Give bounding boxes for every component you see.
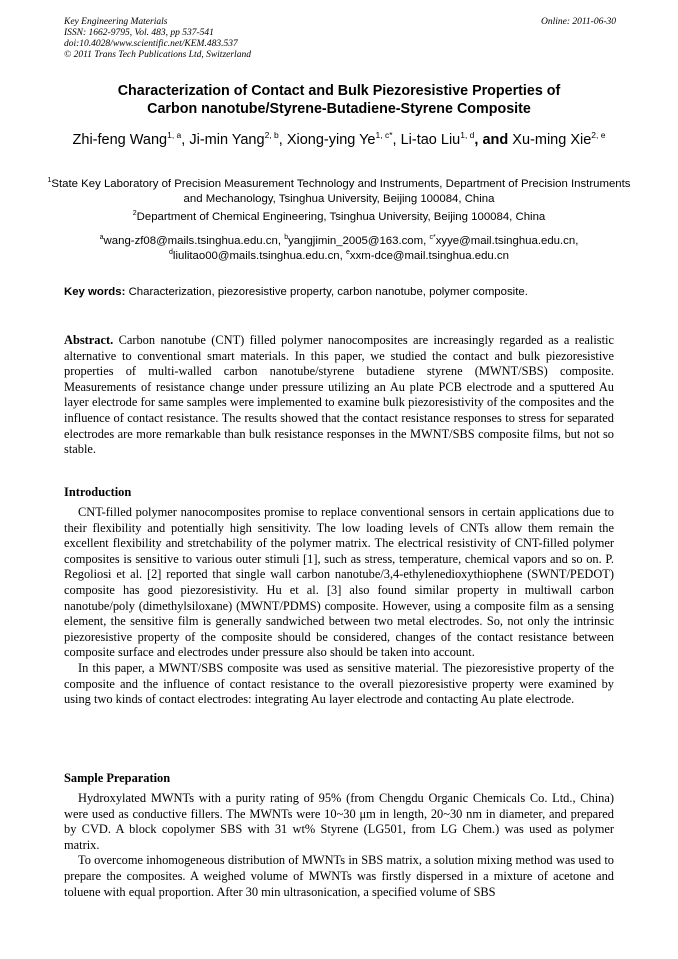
author-affil-mark: 2, e bbox=[591, 130, 606, 140]
affiliation-text: Department of Chemical Engineering, Tsinghua University, Beijing 100084, China bbox=[136, 211, 546, 223]
paragraph: To overcome inhomogeneous distribution of MWNTs in SBS matrix, a solution mixing method was used to prepare the composites. A weighed volume of MWNTs was firstly dispersed in a mixture of acetone and toluene with equal proportion. After 30 min ultrasonication, a specified volume of SBS bbox=[64, 853, 614, 899]
author-affil-mark: 1, c* bbox=[375, 130, 393, 140]
paper-title-line: Carbon nanotube/Styrene-Butadiene-Styrene Composite bbox=[147, 101, 531, 117]
sample-preparation-body bbox=[64, 791, 614, 900]
email-separator: , bbox=[575, 235, 579, 247]
affiliation-number: 1 bbox=[47, 177, 52, 184]
email-address: liulitao00@mails.tsinghua.edu.cn bbox=[172, 250, 340, 262]
email-mark: b bbox=[284, 234, 289, 241]
keywords-label: Key words: bbox=[64, 286, 126, 298]
keywords-text: Characterization, piezoresistive property, carbon nanotube, polymer composite. bbox=[125, 286, 528, 298]
paragraph: Hydroxylated MWNTs with a purity rating of 95% (from Chengdu Organic Chemicals Co. Ltd., China) were used as conductive fillers. The MWNTs were 10~30 μm in length, 20~30 nm in diameter, and prepared by CVD. A block copolymer SBS with 31 wt% Styrene (LG501, from LG Chem.) was used as polymer matrix. bbox=[64, 791, 614, 852]
author-name: Li-tao Liu bbox=[400, 132, 461, 148]
journal-header bbox=[64, 17, 424, 61]
abstract-label: Abstract. bbox=[64, 333, 114, 347]
affiliation-2 bbox=[40, 210, 638, 225]
abstract-text: Carbon nanotube (CNT) filled polymer nanocomposites are increasingly regarded as a realistic alternative to conventional smart materials. In this paper, we studied the contact and bulk piezoresistive properties of multi-walled carbon nanotube/styrene butadiene styrene (MWNT/SBS) composite. Measurements of resistance change under pressure utilizing an Au plate PCB electrode and a sputtered Au layer electrode for same samples were implemented to examine bulk piezoresistivity of the composites and the influence of contact resistance. The results showed that the contact resistance responses to stress for separated electrodes are more remarkable than bulk resistance responses in the MWNT/SBS composite films, but not so stable. bbox=[64, 333, 614, 457]
abstract bbox=[64, 333, 614, 458]
paragraph: In this paper, a MWNT/SBS composite was used as sensitive material. The piezoresistive property of the composite and the influence of contact resistance to the overall piezoresistive property were examined by using two kinds of contact electrodes: integrating Au layer electrode and contacting Au plate electrode. bbox=[64, 660, 614, 707]
email-address: xyye@mail.tsinghua.edu.cn bbox=[435, 235, 576, 247]
author-name: Ji-min Yang bbox=[189, 132, 265, 148]
journal-doi: doi:10.4028/www.scientific.net/KEM.483.537 bbox=[64, 39, 238, 49]
author-affil-mark: 1, a bbox=[167, 130, 182, 140]
paragraph: CNT-filled polymer nanocomposites promise to replace conventional sensors in certain applications due to their flexibility and potentially high sensitivity. The low loading levels of CNTs allow them remain the excellent flexibility and stretchability of the polymer matrix. The electrical resistivity of CNT-filled polymer composites is sensitive to various outer stimuli [1], such as stress, temperature, chemical vapors and so on. P. Regoliosi et al. [2] reported that single wall carbon nanotube/3,4-ethylenedioxythiophene (SWNT/PEDOT) composite has good piezoresistivity. Hu et al. [3] also found similar property in multiwall carbon nanotube/poly (dimethylsiloxane) (MWNT/PDMS) composite. However, using a composite film as a sensing element, the sensitive film is generally sandwiched between two metal electrodes. So, not only the intrinsic piezoresistive property of the composite should be considered, changes of the contact resistance between composite surface and electrodes under pressure also should be taken into account. bbox=[64, 505, 614, 660]
author-separator: , bbox=[278, 132, 287, 148]
email-address: yangjimin_2005@163.com bbox=[288, 235, 424, 247]
introduction-body bbox=[64, 505, 614, 708]
author-separator: , bbox=[181, 132, 190, 148]
affiliation-number: 2 bbox=[132, 210, 137, 217]
paper-title-line: Characterization of Contact and Bulk Piezoresistive Properties of bbox=[117, 83, 561, 99]
author-list bbox=[30, 131, 648, 149]
sample-preparation-heading: Sample Preparation bbox=[64, 771, 171, 785]
email-address: wang-zf08@mails.tsinghua.edu.cn bbox=[103, 235, 278, 247]
affiliation-1 bbox=[40, 177, 638, 207]
email-separator: , bbox=[423, 235, 430, 247]
email-mark: a bbox=[99, 234, 104, 241]
email-separator: , bbox=[339, 250, 346, 262]
author-separator: , bbox=[392, 132, 401, 148]
introduction-heading: Introduction bbox=[64, 485, 132, 499]
email-mark: d bbox=[169, 249, 173, 256]
email-address: xxm-dce@mail.tsinghua.edu.cn bbox=[349, 250, 509, 262]
author-name: Xiong-ying Ye bbox=[286, 132, 376, 148]
author-affil-mark: 1, d bbox=[460, 130, 475, 140]
journal-name: Key Engineering Materials bbox=[64, 17, 168, 27]
journal-issn: ISSN: 1662-9795, Vol. 483, pp 537-541 bbox=[64, 28, 214, 38]
journal-copyright: © 2011 Trans Tech Publications Ltd, Switzerland bbox=[64, 50, 251, 60]
paper-title bbox=[30, 82, 648, 118]
email-mark: e bbox=[345, 249, 350, 256]
author-name: Xu-ming Xie bbox=[512, 132, 592, 148]
author-name: Zhi-feng Wang bbox=[72, 132, 168, 148]
email-separator: , bbox=[277, 235, 285, 247]
online-date: Online: 2011-06-30 bbox=[540, 17, 616, 27]
keywords bbox=[64, 285, 616, 300]
author-emails bbox=[40, 234, 638, 264]
email-mark: c* bbox=[429, 234, 436, 241]
affiliation-text: State Key Laboratory of Precision Measurement Technology and Instruments, Department of Precision Instruments and Mechanology, Tsinghua University, Beijing 100084, China bbox=[51, 178, 631, 205]
author-separator: , and bbox=[474, 132, 513, 148]
author-affil-mark: 2, b bbox=[264, 130, 279, 140]
